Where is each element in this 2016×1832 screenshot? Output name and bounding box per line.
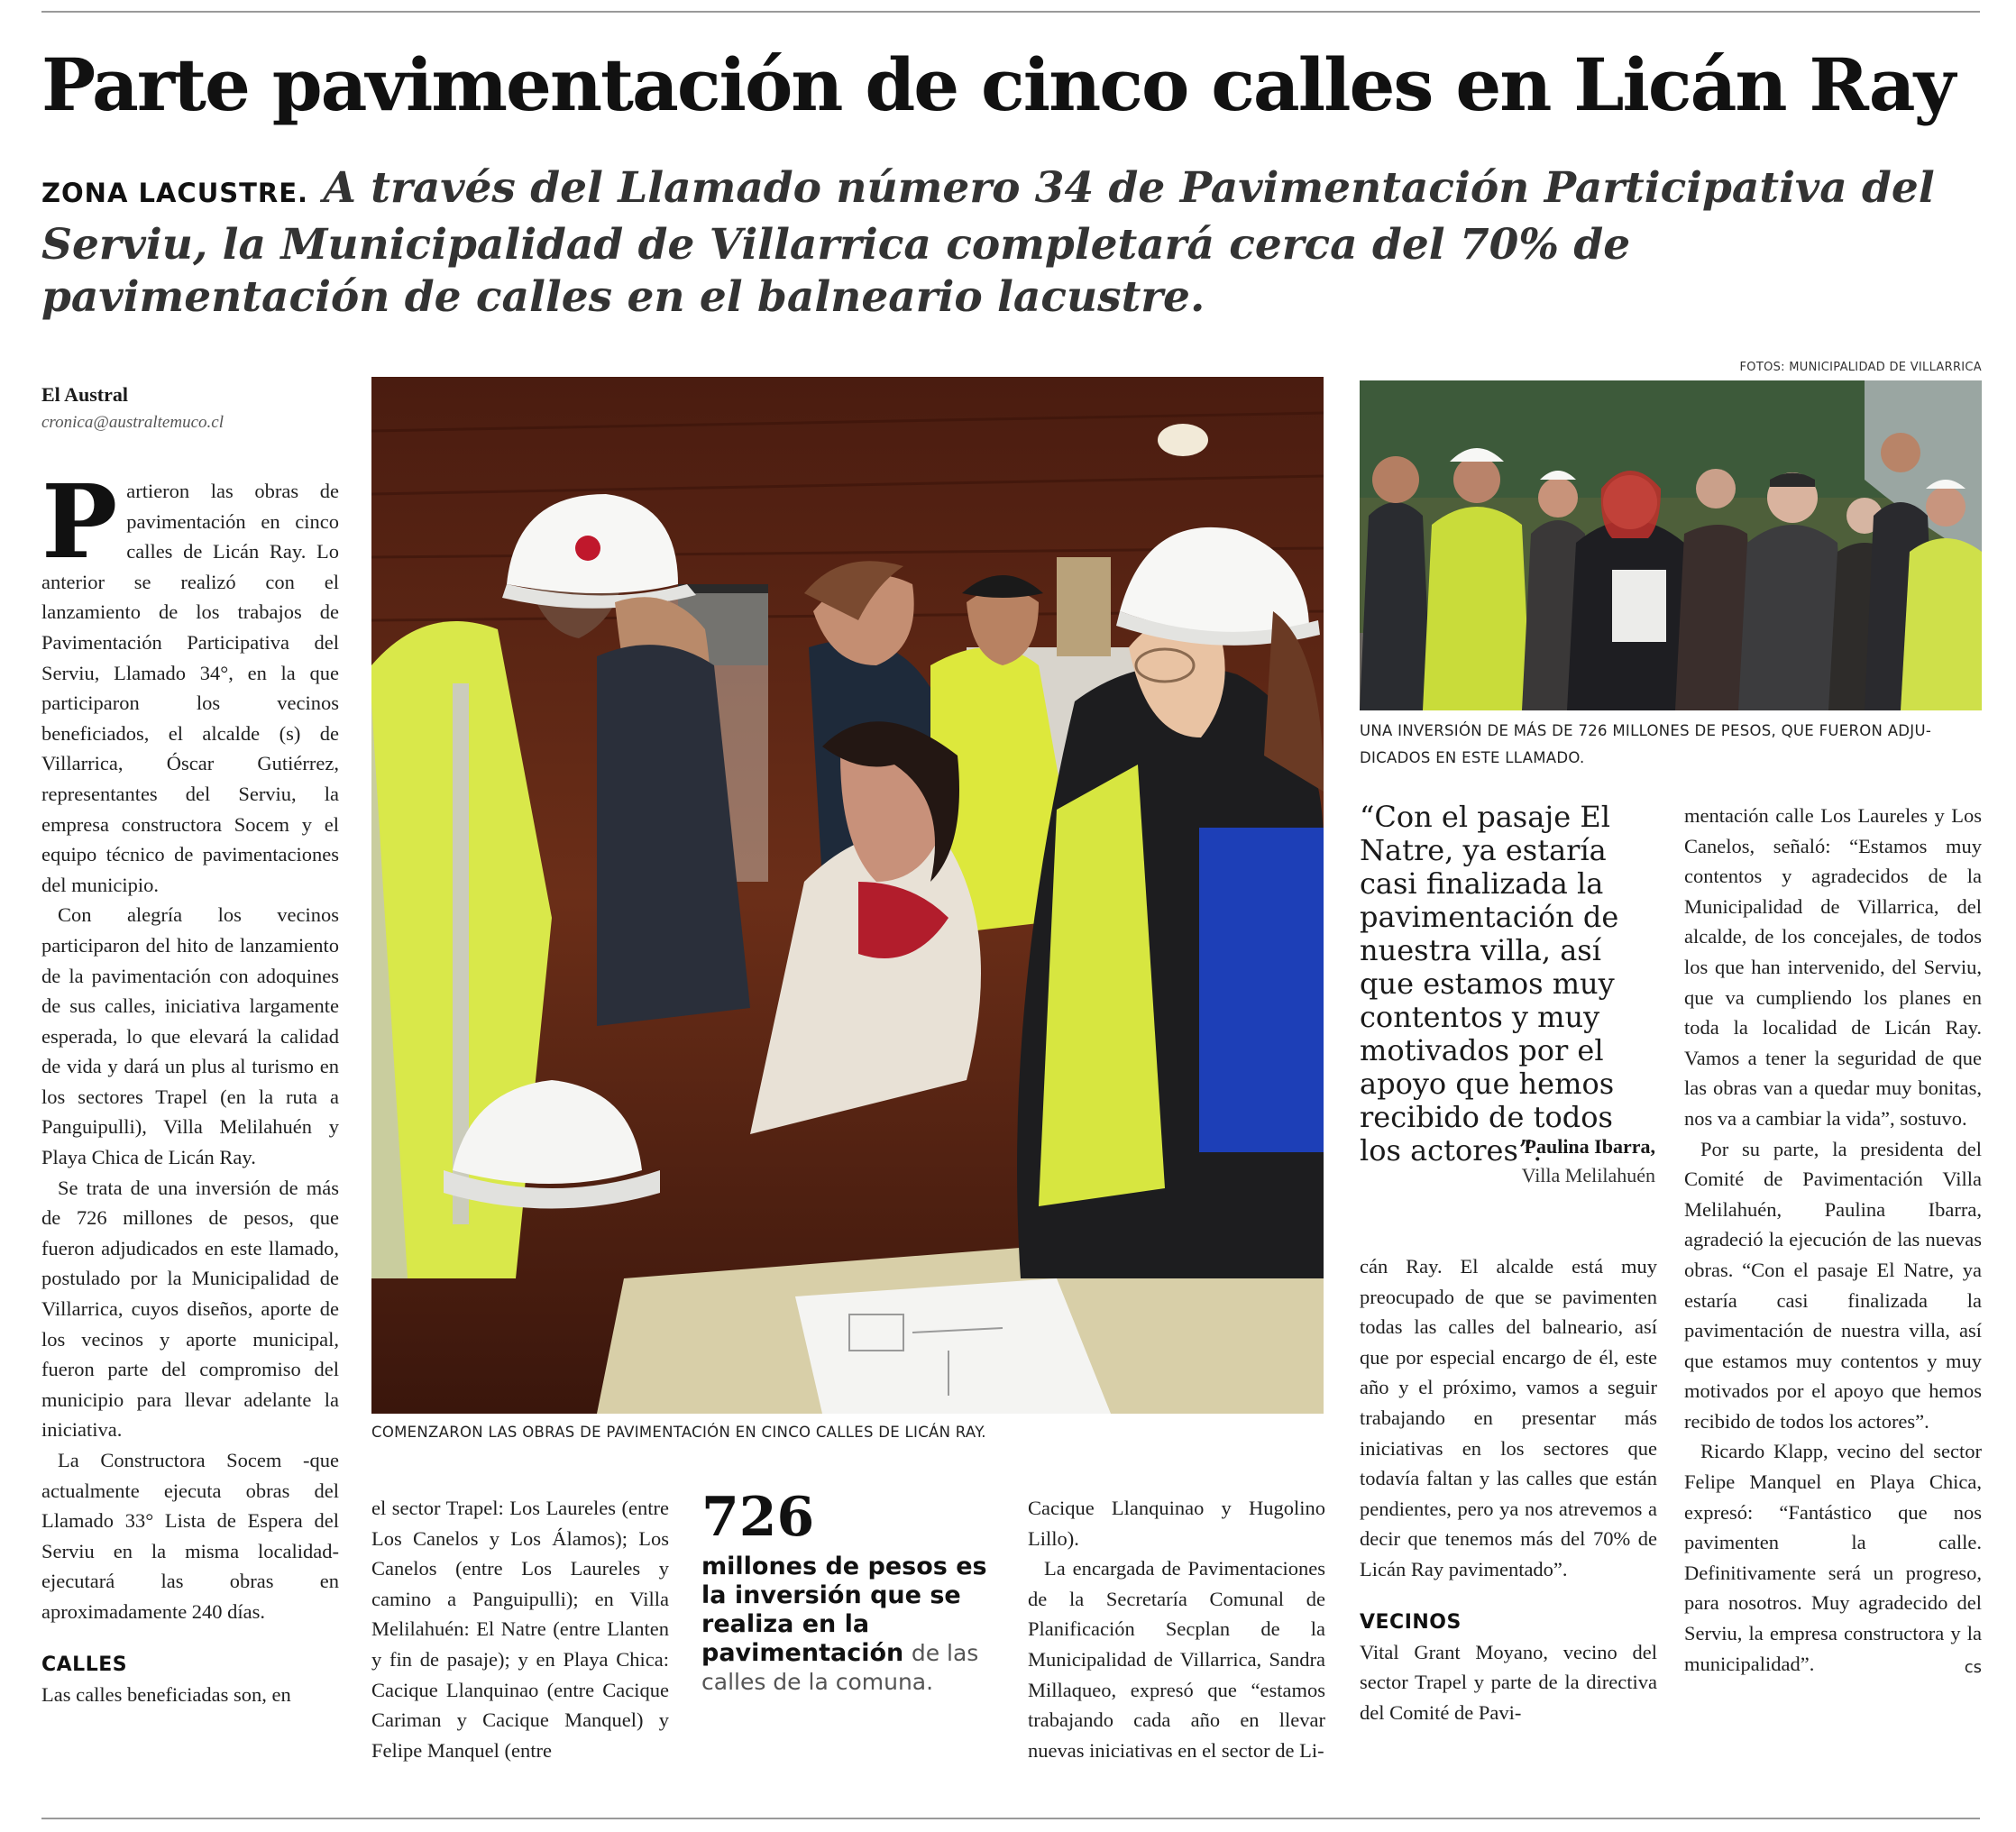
main-photo bbox=[371, 377, 1324, 1414]
stat-light-text: de las calles de la comuna. bbox=[701, 1640, 979, 1695]
main-photo-caption: COMENZARON LAS OBRAS DE PAVIMENTACIÓN EN CINCO CALLES DE LICÁN RAY. bbox=[371, 1424, 986, 1441]
paragraph: Vital Grant Moyano, vecino del sector Trapel y parte de la directiva del Comité de Pavi- bbox=[1360, 1640, 1657, 1724]
byline-email: cronica@australtemuco.cl bbox=[41, 413, 224, 432]
paragraph: Por su parte, la presidenta del Comité de Pavimentación Villa Melilahuén, Paulina Ibarra, agradeció la ejecución de las nuevas obras. “Con el pasaje El Natre, ya estaría casi finalizada la pavimentación de nuestra villa, así que estamos muy contentos y muy motivados por el apoyo que hemos recibido de todos los actores”. bbox=[1684, 1137, 1982, 1433]
paragraph: cán Ray. El alcalde está muy preocupado de que se pavimenten todas las calles del balneario, así que por especial encargo de él, este año y el próximo, vamos a seguir trabajando en presentar más iniciativas en los sectores que todavía faltan y las calles que están pendientes, pero ya nos atrevemos a decir que tenemos más del 70% de Licán Ray pavimentado”. bbox=[1360, 1255, 1657, 1580]
byline bbox=[41, 380, 339, 436]
subhead-vecinos: VECINOS bbox=[1360, 1610, 1462, 1634]
group-photo-caption bbox=[1360, 718, 1982, 772]
paragraph: Las calles beneficiadas son, en bbox=[41, 1682, 291, 1706]
deck-text: A través del Llamado número 34 de Pavimentación Participativa del Serviu, la Municipalidad de Villarrica completará cerca del 70% de pavimentación de calles en el balneario lacustre. bbox=[41, 163, 1935, 322]
paragraph: el sector Trapel: Los Laureles (entre Los Canelos y Los Álamos); Los Canelos (entre Los Laureles y camino a Panguipulli); en Villa Melilahuén: El Natre (entre Llanten y fin de pasaje); y en Playa Chica: Cacique Llanquinao (entre Cacique Cariman y Cacique Manquel) y Felipe Manquel (entre bbox=[371, 1497, 669, 1762]
stat-text bbox=[701, 1553, 999, 1697]
group-photo-caption-line-2: DICADOS EN ESTE LLAMADO. bbox=[1360, 749, 1585, 766]
paragraph: Ricardo Klapp, vecino del sector Felipe Manquel en Playa Chica, expresó: “Fantástico que nos pavimenten la calle. Definitivamente será un progreso, para nosotros. Muy agradecido del Serviu, la empresa constructora y la municipalidad”. cs bbox=[1684, 1436, 1982, 1679]
article-column-4 bbox=[1360, 1251, 1657, 1727]
pull-quote-author: Paulina Ibarra, bbox=[1524, 1135, 1655, 1158]
paragraph: Cacique Llanquinao y Hugolino Lillo). bbox=[1028, 1497, 1325, 1550]
subhead-calles: CALLES bbox=[41, 1653, 128, 1676]
paragraph: La encargada de Pavimentaciones de la Secretaría Comunal de Planificación Secplan de la Municipalidad de Villarrica, Sandra Millaqueo, expresó que “estamos trabajando cada año en llevar nuevas iniciativas en el sector de Li- bbox=[1028, 1557, 1325, 1762]
paragraph: mentación calle Los Laureles y Los Canelos, señaló: “Estamos muy contentos y agradecidos de la Municipalidad de Villarrica, del alcalde, de los concejales, de todos los que han intervenido, del Serviu, que va cumpliendo los planes en toda la localidad de Licán Ray. Vamos a tener la seguridad de que las obras van a quedar muy bonitas, nos va a cambiar la vida”, sostuvo. bbox=[1684, 804, 1982, 1130]
article-column-3 bbox=[1028, 1493, 1325, 1765]
stat-number: 726 bbox=[701, 1486, 815, 1549]
article-column-1 bbox=[41, 463, 339, 1709]
photo-credit: FOTOS: MUNICIPALIDAD DE VILLARRICA bbox=[1739, 361, 1982, 374]
group-photo-caption-line-1: UNA INVERSIÓN DE MÁS DE 726 MILLONES DE PESOS, QUE FUERON ADJU- bbox=[1360, 722, 1932, 739]
headline: Parte pavimentación de cinco calles en Licán Ray bbox=[41, 42, 1955, 127]
paragraph: Se trata de una inversión de más de 726 millones de pesos, que fueron adjudicados en este llamado, postulado por la Municipalidad de Villarrica, cuyos diseños, aporte de los vecinos y aporte municipal, fueron parte del compromiso del municipio para llevar adelante la iniciativa. bbox=[41, 1176, 339, 1442]
paragraph: Partieron las obras de pavimentación en cinco calles de Licán Ray. Lo anterior se realizó con el lanzamiento de los trabajos de Pavimentación Participativa del Serviu, Llamado 34°, en la que participaron los vecinos beneficiados, el alcalde (s) de Villarrica, Óscar Gutiérrez, representantes del Serviu, la empresa constructora Socem y el equipo técnico de pavimentaciones del municipio. bbox=[41, 463, 339, 896]
article-column-2 bbox=[371, 1493, 669, 1765]
top-rule bbox=[41, 11, 1980, 13]
article-column-5 bbox=[1684, 801, 1982, 1682]
bottom-rule bbox=[41, 1818, 1980, 1819]
stat-bold-text: millones de pesos es la inversión que se realiza en la pavimentación bbox=[701, 1553, 987, 1667]
pull-quote: “Con el pasaje El Natre, ya estaría casi finalizada la pavimentación de nuestra villa, así que estamos muy contentos y muy motivados por el apoyo que hemos recibido de todos los actores”. bbox=[1360, 800, 1619, 1168]
byline-name: El Austral bbox=[41, 383, 128, 406]
paragraph: La Constructora Socem -que actualmente ejecuta obras del Llamado 33° Lista de Espera del Serviu en la misma localidad- ejecutará las obras en aproximadamente 240 días. bbox=[41, 1449, 339, 1623]
paragraph: Con alegría los vecinos participaron del hito de lanzamiento de la pavimentación con adoquines de sus calles, iniciativa largamente esperada, lo que elevará la calidad de vida y dará un plus al turismo en los sectores Trapel (en la ruta a Panguipulli), Villa Melilahuén y Playa Chica de Licán Ray. bbox=[41, 903, 339, 1169]
end-mark-icon: cs bbox=[1964, 1657, 1982, 1677]
pull-quote-place: Villa Melilahuén bbox=[1521, 1164, 1655, 1186]
pull-quote-attribution bbox=[1360, 1132, 1655, 1190]
deck bbox=[41, 162, 1980, 324]
deck-kicker: ZONA LACUSTRE. bbox=[41, 178, 309, 208]
drop-cap: P bbox=[41, 463, 118, 582]
group-photo bbox=[1360, 380, 1982, 710]
